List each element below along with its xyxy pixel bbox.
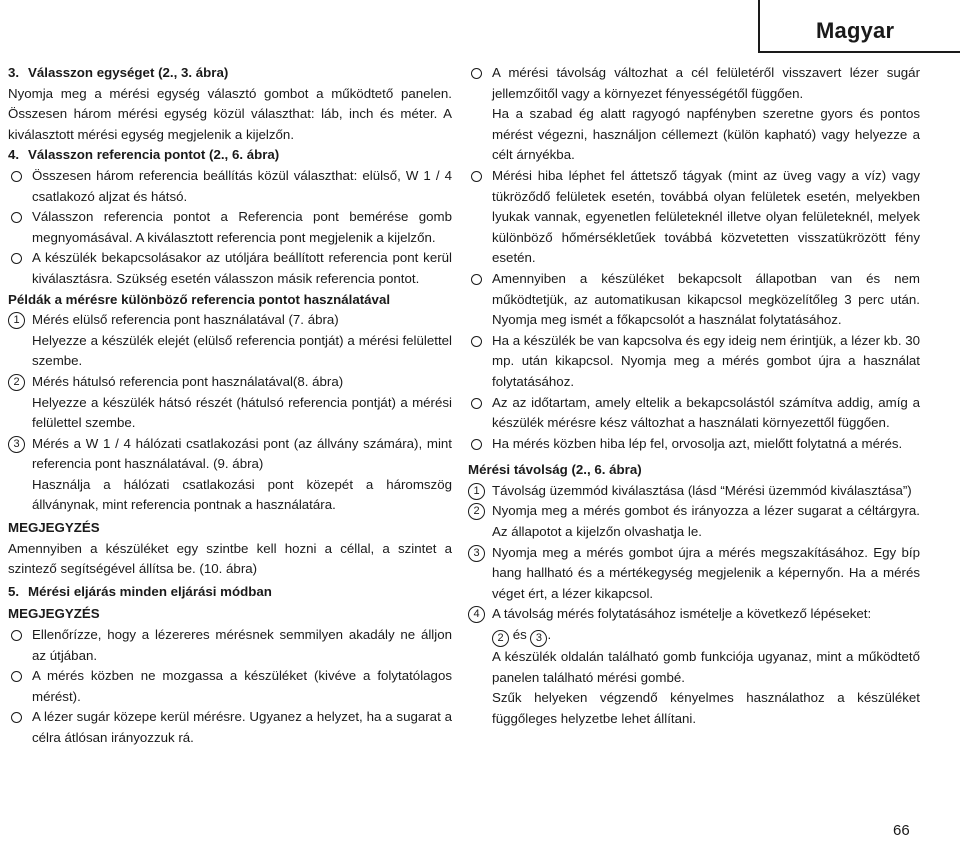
header-horizontal-rule xyxy=(758,51,960,53)
bullet-circle-icon xyxy=(468,331,492,351)
page-number: 66 xyxy=(893,822,910,839)
list-item xyxy=(8,707,452,748)
list-item xyxy=(468,331,920,393)
section-5-heading xyxy=(8,582,452,603)
numbered-circle-icon: 3 xyxy=(8,436,25,453)
bullet-circle-icon xyxy=(8,166,32,186)
step-text: A távolság mérés folytatásához ismételje a következő lépéseket: xyxy=(492,606,872,622)
distance-heading: Mérési távolság (2., 6. ábra) xyxy=(468,462,642,478)
list-item xyxy=(8,207,452,248)
list-item-text: A lézer sugár közepe kerül mérésre. Ugyanez a helyzet, ha a sugarat a célra átlósan irányozzuk rá. xyxy=(32,709,452,745)
example-body: Helyezze a készülék hátsó részét (hátulsó referencia pontját) a mérési felülettel szembe. xyxy=(32,394,452,431)
step-item xyxy=(468,501,920,542)
list-item-text: Összesen három referencia beállítás közül választhat: elülső, W 1 / 4 csatlakozó aljzat és hátsó. xyxy=(32,167,452,204)
section-4-heading xyxy=(8,145,452,166)
list-item xyxy=(468,393,920,434)
numbered-circle-icon: 2 xyxy=(8,374,25,391)
list-item-text: A mérés közben ne mozgassa a készüléket (kivéve a folytatólagos mérést). xyxy=(32,668,452,704)
bullet-circle-icon xyxy=(468,63,492,83)
list-item-text: Az az időtartam, amely eltelik a bekapcsolástól számítva addig, amíg a készülék mérésre kész változhat a használati környezettől függően. xyxy=(492,394,920,431)
list-item xyxy=(468,63,920,166)
numbered-circle-icon: 2 xyxy=(468,503,485,520)
numbered-circle-icon: 1 xyxy=(8,312,25,329)
list-item xyxy=(468,434,920,455)
numbered-circle-icon: 2 xyxy=(492,630,509,647)
section-title: Válasszon referencia pontot (2., 6. ábra) xyxy=(28,147,280,163)
step-text: Nyomja meg a mérés gombot újra a mérés megszakításához. Egy bíp hang hallható és a mértékegység megjelenik a képernyőn. Ha a mérés véget ért, a lézer kikapcsol. xyxy=(492,544,920,601)
example-body: Helyezze a készülék elejét (elülső referencia pontját) a mérési felülettel szembe. xyxy=(32,332,452,369)
list-item xyxy=(8,248,452,289)
bullet-circle-icon xyxy=(468,166,492,186)
section-title: Válasszon egységet (2., 3. ábra) xyxy=(28,65,229,80)
step-note: Szűk helyeken végzendő kényelmes használathoz a készüléket függőleges helyzetbe lehet állítani. xyxy=(492,690,920,726)
step-item xyxy=(468,481,920,502)
list-item-text: Ellenőrízze, hogy a lézereres mérésnek semmilyen akadály ne álljon az útjában. xyxy=(32,627,452,663)
step-item xyxy=(468,543,920,605)
example-item xyxy=(8,434,452,475)
example-item xyxy=(8,372,452,393)
note-heading: MEGJEGYZÉS xyxy=(8,606,100,622)
left-column xyxy=(8,63,452,749)
example-title: Mérés a W 1 / 4 hálózati csatlakozási pont (az állvány számára), mint referencia pont használatával. (9. ábra) xyxy=(32,435,452,472)
list-item-text: Ha a készülék be van kapcsolva és egy ideig nem érintjük, a lézer kb. 30 mp. után kikapcsol. Nyomja meg a mérés gombot újra a használat folytatásához. xyxy=(492,332,920,389)
example-item xyxy=(8,310,452,331)
bullet-circle-icon xyxy=(8,707,32,727)
section-3-body: Nyomja meg a mérési egység választó gombot a működtető panelen. Összesen három mérési egység közül választhat: láb, inch és méter. A kiválasztott mérési egység megjelenik a kijelzőn. xyxy=(8,85,452,142)
list-item-text: Válasszon referencia pontot a Referencia pont bemérése gomb megnyomásával. A kiválasztott referencia pont megjelenik a kijelzőn. xyxy=(32,209,452,245)
bullet-circle-icon xyxy=(8,207,32,227)
numbered-circle-icon: 3 xyxy=(468,545,485,562)
section-number: 3. xyxy=(8,65,20,80)
bullet-circle-icon xyxy=(468,269,492,289)
step-note: A készülék oldalán található gomb funkciója ugyanaz, mint a működtető panelen található mérési gombé. xyxy=(492,649,920,685)
section-number: 4. xyxy=(8,147,20,163)
list-item-text: Ha a szabad ég alatt ragyogó napfényben szeretne gyors és pontos mérést végezni, használjon céllemezt (külön kapható) vagy helyezze a célt árnyékba. xyxy=(492,106,920,163)
note-heading: MEGJEGYZÉS xyxy=(8,520,100,536)
example-title: Mérés elülső referencia pont használatával (7. ábra) xyxy=(32,312,339,328)
right-column xyxy=(468,63,920,729)
example-title: Mérés hátulsó referencia pont használatával(8. ábra) xyxy=(32,373,344,389)
example-body: Használja a hálózati csatlakozási pont közepét a háromszög állványnak, mint referencia pontnak a használatára. xyxy=(32,476,452,513)
numbered-circle-icon: 4 xyxy=(468,606,485,623)
examples-heading: Példák a mérésre különböző referencia pontot használatával xyxy=(8,291,391,307)
list-item xyxy=(468,269,920,331)
list-item-text: Ha mérés közben hiba lép fel, orvosolja azt, mielőtt folytatná a mérés. xyxy=(492,435,903,451)
numbered-circle-icon: 3 xyxy=(530,630,547,647)
list-item-text: Mérési hiba léphet fel áttetsző tágyak (mint az üveg vagy a víz) vagy tükröződő felületek esetén, továbbá olyan felületek esetén, melyekben lyukak vannak, egyenetlen felületeknél illetve olyan felületeknél, melyek különböző hőmérsékletűek továbbá közvetetten visszatükrözött fény esetén. xyxy=(492,167,920,266)
list-item-text: A mérési távolság változhat a cél felületéről visszavert lézer sugár jellemzőitől vagy a környezet fényességétől függően. xyxy=(492,65,920,101)
step-text: Távolság üzemmód kiválasztása (lásd “Mérési üzemmód kiválasztása”) xyxy=(492,482,912,498)
list-item-text: Amennyiben a készüléket bekapcsolt állapotban van és nem működtetjük, az automatikusan kikapcsol megközelítőleg 3 perc után. Nyomja meg ismét a főkapcsolót a használat folytatásához. xyxy=(492,270,920,328)
numbered-circle-icon: 1 xyxy=(468,483,485,500)
bullet-circle-icon xyxy=(8,248,32,268)
bullet-circle-icon xyxy=(8,666,32,686)
language-label: Magyar xyxy=(816,18,895,43)
step-ref-conjunction: és xyxy=(512,627,527,643)
list-item xyxy=(8,625,452,666)
step-item: 4 A távolság mérés folytatásához ismételje a következő lépéseket: 2 és 3 . A készülék oldalán található gomb funkciója ugyanaz, mint a működtető panelen található mérési gombé. Szűk helyeken végzendő kényelmes használathoz a készüléket függőleges helyzetbe lehet állítani. xyxy=(468,604,920,729)
bullet-circle-icon xyxy=(468,393,492,413)
list-item-text: A készülék bekapcsolásakor az utóljára beállított referencia pont kerül kiválasztásra. Szükség esetén válasszon másik referencia pontot. xyxy=(32,250,452,286)
section-3-heading xyxy=(8,63,452,84)
list-item xyxy=(8,166,452,207)
step-text: Nyomja meg a mérés gombot és irányozza a lézer sugarat a céltárgyra. Az állapotot a kijelzőn olvashatja le. xyxy=(492,503,920,540)
list-item xyxy=(8,666,452,707)
bullet-circle-icon xyxy=(468,434,492,454)
note-body: Amennyiben a készüléket egy szintbe kell hozni a céllal, a szintet a szintező segítségével állítsa be. (10. ábra) xyxy=(8,540,452,577)
bullet-circle-icon xyxy=(8,625,32,645)
section-title: Mérési eljárás minden eljárási módban xyxy=(28,583,272,599)
list-item xyxy=(468,166,920,269)
header-vertical-rule xyxy=(758,0,760,52)
section-number: 5. xyxy=(8,583,20,599)
